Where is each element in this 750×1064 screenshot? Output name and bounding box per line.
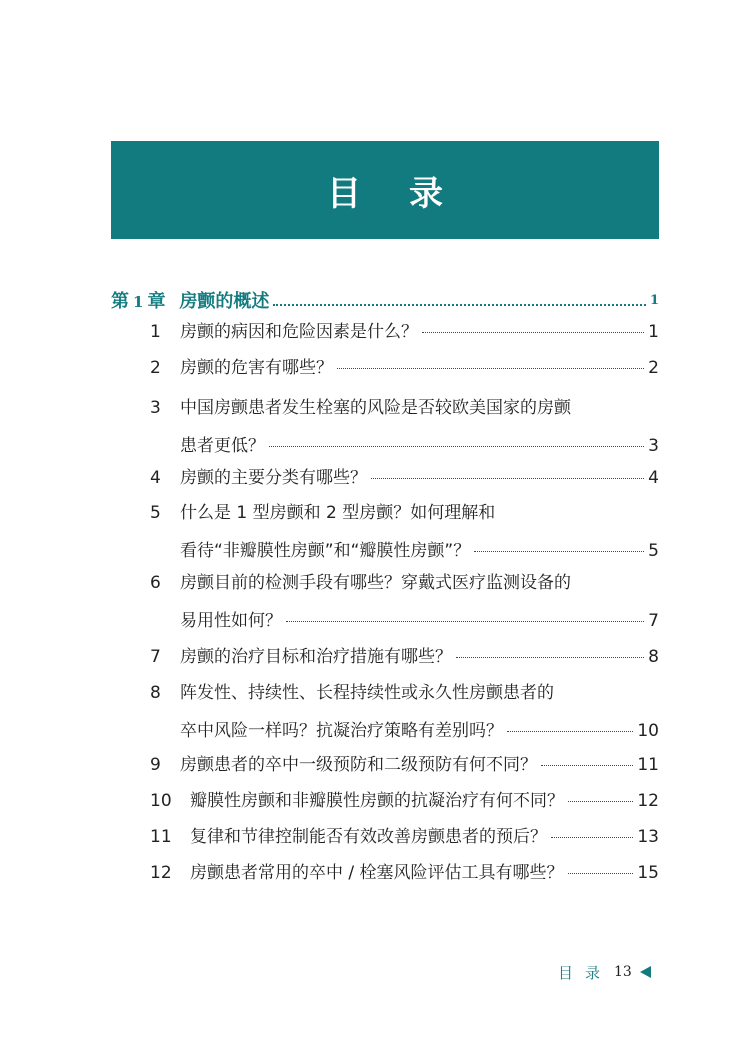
toc-entry-text: 房颤的病因和危险因素是什么？ (180, 322, 418, 342)
toc-leader-dots (507, 731, 633, 732)
toc-entry-text: 易用性如何？ (180, 611, 282, 631)
toc-entry-line (150, 568, 659, 606)
chapter-page-number: 1 (649, 292, 659, 308)
chapter-prefix: 第 (111, 291, 129, 312)
toc-entry[interactable] (150, 858, 659, 888)
toc-entry-number: 3 (150, 398, 161, 418)
toc-entry-number: 2 (150, 358, 161, 378)
toc-entry-line (150, 822, 659, 852)
chapter-title: 房颤的概述 (179, 291, 270, 312)
toc-entry-text: 患者更低？ (180, 436, 265, 456)
toc-leader-dots (456, 657, 644, 658)
toc-entry-number: 4 (150, 468, 161, 488)
toc-entry-line (150, 858, 659, 888)
triangle-left-icon (640, 966, 651, 978)
toc-leader-dots (337, 368, 644, 369)
toc-entry-text: 房颤患者的卒中一级预防和二级预防有何不同？ (180, 755, 537, 775)
toc-entry-page: 11 (637, 755, 659, 775)
chapter-label (111, 287, 165, 313)
toc-entry-page: 10 (637, 721, 659, 741)
toc-entry[interactable] (150, 353, 659, 383)
toc-entry-page: 2 (648, 358, 659, 378)
toc-leader-dots (371, 478, 644, 479)
toc-entry-number: 8 (150, 683, 161, 703)
toc-title: 目录 (327, 173, 491, 214)
toc-entry-text: 阵发性、持续性、长程持续性或永久性房颤患者的 (180, 683, 554, 703)
toc-entry[interactable] (150, 317, 659, 347)
toc-entry[interactable] (150, 498, 659, 566)
toc-entry-text: 中国房颤患者发生栓塞的风险是否较欧美国家的房颤 (180, 398, 571, 418)
toc-entry-line (150, 786, 659, 816)
toc-leader-dots (541, 765, 633, 766)
toc-entry-page: 7 (648, 611, 659, 631)
toc-entry-line (150, 716, 659, 746)
toc-leader-dots (568, 801, 633, 802)
toc-entry-text: 什么是 1 型房颤和 2 型房颤？如何理解和 (180, 503, 496, 523)
toc-entry-text: 复律和节律控制能否有效改善房颤患者的预后？ (190, 827, 547, 847)
toc-entry-line (150, 431, 659, 461)
toc-entry-text: 瓣膜性房颤和非瓣膜性房颤的抗凝治疗有何不同？ (190, 791, 564, 811)
page-footer (558, 961, 651, 983)
toc-entry-line (150, 498, 659, 536)
toc-entry-number: 11 (150, 827, 172, 847)
toc-entry-text: 房颤的主要分类有哪些？ (180, 468, 367, 488)
toc-entry[interactable] (150, 642, 659, 672)
toc-entry-text: 房颤的危害有哪些？ (180, 358, 333, 378)
toc-entry-page: 15 (637, 863, 659, 883)
toc-entry[interactable] (150, 463, 659, 493)
chapter-heading[interactable] (111, 288, 659, 312)
toc-entry-number: 6 (150, 573, 161, 593)
toc-entry-number: 10 (150, 791, 172, 811)
toc-entry-text: 房颤目前的检测手段有哪些？穿戴式医疗监测设备的 (180, 573, 571, 593)
toc-entry-line (150, 536, 659, 566)
toc-leader-dots (286, 621, 644, 622)
toc-entry[interactable] (150, 750, 659, 780)
toc-entry-page: 4 (648, 468, 659, 488)
footer-page-number: 13 (614, 964, 632, 980)
toc-entry-text: 卒中风险一样吗？抗凝治疗策略有差别吗？ (180, 721, 503, 741)
toc-entry-page: 1 (648, 322, 659, 342)
toc-entry-number: 9 (150, 755, 161, 775)
toc-entry-page: 8 (648, 647, 659, 667)
toc-leader-dots (551, 837, 633, 838)
toc-entry[interactable] (150, 393, 659, 461)
chapter-suffix: 章 (147, 291, 166, 312)
toc-entry-line (150, 317, 659, 347)
toc-entry[interactable] (150, 568, 659, 636)
chapter-number: 1 (133, 293, 144, 311)
toc-entry-number: 12 (150, 863, 172, 883)
toc-entry-number: 5 (150, 503, 161, 523)
toc-entry-line (150, 393, 659, 431)
toc-entry-line (150, 642, 659, 672)
toc-entry-line (150, 463, 659, 493)
toc-entry[interactable] (150, 786, 659, 816)
toc-entry-line (150, 750, 659, 780)
toc-entry-line (150, 678, 659, 716)
chapter-leader-dots (273, 294, 646, 306)
toc-entry-page: 5 (648, 541, 659, 561)
toc-entry-text: 看待“非瓣膜性房颤”和“瓣膜性房颤”？ (180, 541, 471, 561)
toc-entry-number: 7 (150, 647, 161, 667)
toc-entry-page: 3 (648, 436, 659, 456)
footer-label: 目录 (558, 963, 613, 982)
toc-entry-page: 12 (637, 791, 659, 811)
toc-leader-dots (269, 446, 644, 447)
toc-leader-dots (422, 332, 644, 333)
toc-entry-line (150, 353, 659, 383)
toc-entry[interactable] (150, 822, 659, 852)
toc-entry-line (150, 606, 659, 636)
toc-entry[interactable] (150, 678, 659, 746)
toc-entry-text: 房颤患者常用的卒中 / 栓塞风险评估工具有哪些？ (190, 863, 564, 883)
toc-leader-dots (474, 551, 644, 552)
toc-banner (111, 141, 659, 239)
toc-entry-number: 1 (150, 322, 161, 342)
toc-leader-dots (568, 873, 634, 874)
toc-entry-text: 房颤的治疗目标和治疗措施有哪些？ (180, 647, 452, 667)
toc-entry-page: 13 (637, 827, 659, 847)
